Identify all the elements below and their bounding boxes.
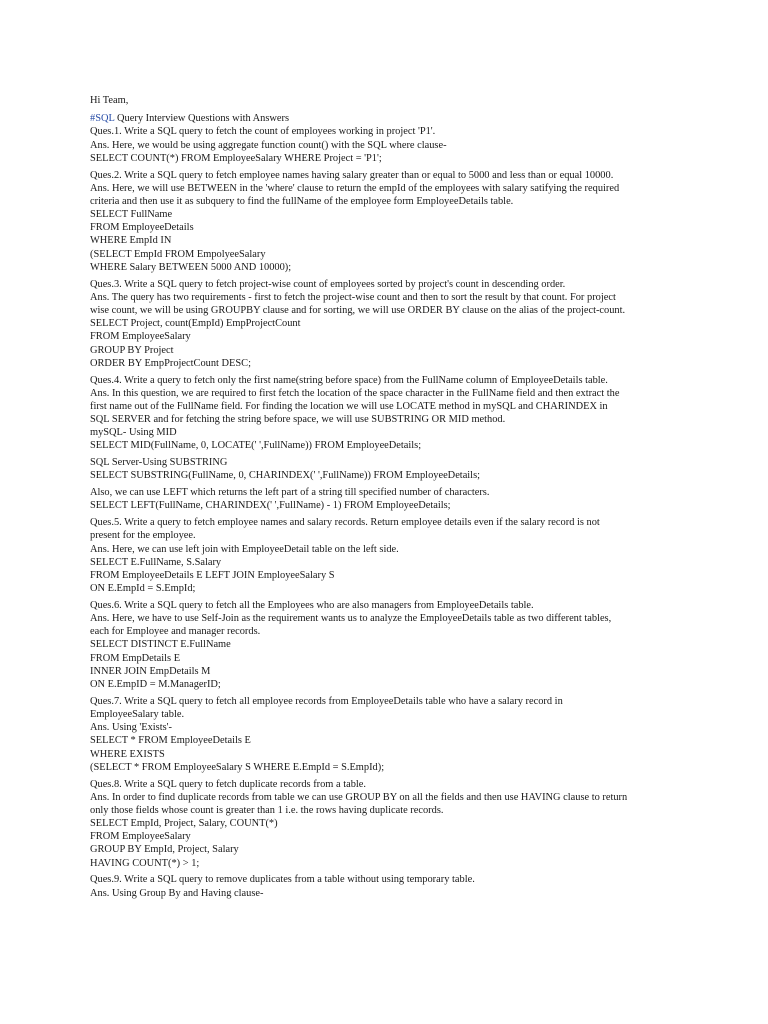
question-block [90,516,690,595]
text-line: FROM EmployeeSalary [90,331,191,343]
question-block [90,169,690,275]
text-line: SELECT EmpId, Project, Salary, COUNT(*) [90,818,278,830]
text-line: SQL SERVER and for fetching the string before space, we will use SUBSTRING OR MID method. [90,414,506,426]
text-line: SELECT FullName [90,209,173,221]
text-line: wise count, we will be using GROUPBY clause and for sorting, we will use ORDER BY clause on the alias of the project-count. [90,305,626,316]
question-block [90,125,690,165]
question-block [90,778,690,870]
text-line: Ans. Using 'Exists'- [90,722,172,734]
text-line: Ans. In this question, we are required to first fetch the location of the space character in the FullName field and then extract the [90,387,620,399]
text-line: Ques.5. Write a query to fetch employee names and salary records. Return employee details even if the salary record is not [90,517,600,529]
text-line: SELECT MID(FullName, 0, LOCATE(' ',FullName)) FROM EmployeeDetails; [90,440,422,452]
text-line: Ques.6. Write a SQL query to fetch all the Employees who are also managers from EmployeeDetails table. [90,599,534,611]
question-block [90,456,690,482]
text-line: Ans. In order to find duplicate records from table we can use GROUP BY on all the fields and then use HAVING clause to return [90,791,628,803]
text-line: Also, we can use LEFT which returns the left part of a string till specified number of characters. [90,487,490,499]
text-line: Ans. Here, we can use left join with EmployeeDetail table on the left side. [90,543,399,555]
sql-hashtag-link[interactable]: #SQL [90,113,115,125]
text-line: criteria and then use it as subquery to find the fullName of the employee form EmployeeDetails table. [90,195,514,207]
question-block [90,599,690,691]
text-line: SQL Server-Using SUBSTRING [90,457,228,469]
question-block [90,873,690,899]
document-page [90,94,690,903]
question-block [90,374,690,453]
text-line: ON E.EmpID = M.ManagerID; [90,679,221,691]
text-line: HAVING COUNT(*) > 1; [90,857,200,869]
text-line: mySQL- Using MID [90,427,177,439]
text-line: Ans. Here, we would be using aggregate function count() with the SQL where clause- [90,139,447,151]
document-title [90,112,690,125]
text-line: FROM EmployeeSalary [90,831,191,843]
text-line: Ans. Here, we have to use Self-Join as the requirement wants us to analyze the EmployeeDetails table as two different tables, [90,613,612,625]
text-line: Ans. Here, we will use BETWEEN in the 'where' clause to return the empId of the employees with salary satifying the required [90,182,620,194]
text-line: only those fields whose count is greater than 1 i.e. the rows having duplicate records. [90,804,444,816]
text-line: Ques.8. Write a SQL query to fetch duplicate records from a table. [90,778,366,790]
text-line: ON E.EmpId = S.EmpId; [90,583,196,595]
text-line: INNER JOIN EmpDetails M [90,665,211,677]
text-line: first name out of the FullName field. For finding the location we will use LOCATE method in mySQL and CHARINDEX in [90,400,608,412]
question-block [90,486,690,512]
text-line: GROUP BY Project [90,344,174,356]
text-line: Ques.7. Write a SQL query to fetch all employee records from EmployeeDetails table who have a salary record in [90,695,563,707]
text-line: SELECT LEFT(FullName, CHARINDEX(' ',FullName) - 1) FROM EmployeeDetails; [90,500,451,512]
text-line: SELECT COUNT(*) FROM EmployeeSalary WHERE Project = 'P1'; [90,152,382,164]
text-line: Ques.1. Write a SQL query to fetch the count of employees working in project 'P1'. [90,126,436,138]
title-text: Query Interview Questions with Answers [114,113,290,125]
text-line: GROUP BY EmpId, Project, Salary [90,844,239,856]
text-line: Ans. Using Group By and Having clause- [90,887,264,899]
text-line: FROM EmpDetails E [90,652,181,664]
text-line: ORDER BY EmpProjectCount DESC; [90,357,251,369]
text-line: SELECT E.FullName, S.Salary [90,556,222,568]
text-line: WHERE EXISTS [90,748,165,760]
text-line: FROM EmployeeDetails [90,222,194,234]
text-line: each for Employee and manager records. [90,626,261,638]
text-line: Ques.4. Write a query to fetch only the first name(string before space) from the FullName column of EmployeeDetails table. [90,374,608,386]
text-line: SELECT SUBSTRING(FullName, 0, CHARINDEX(' ',FullName)) FROM EmployeeDetails; [90,470,481,482]
text-line: WHERE Salary BETWEEN 5000 AND 10000); [90,261,292,273]
question-list [90,125,690,899]
text-line: (SELECT * FROM EmployeeSalary S WHERE E.EmpId = S.EmpId); [90,761,385,773]
text-line: Ans. The query has two requirements - first to fetch the project-wise count and then to sort the result by that count. For project [90,291,616,303]
text-line: FROM EmployeeDetails E LEFT JOIN EmployeeSalary S [90,569,335,581]
question-block [90,695,690,774]
text-line: (SELECT EmpId FROM EmpolyeeSalary [90,248,266,260]
text-line: SELECT * FROM EmployeeDetails E [90,735,251,747]
text-line: EmployeeSalary table. [90,709,185,720]
text-line: SELECT Project, count(EmpId) EmpProjectCount [90,318,301,330]
text-line: WHERE EmpId IN [90,235,172,247]
text-line: SELECT DISTINCT E.FullName [90,639,231,651]
question-block [90,278,690,370]
text-line: Ques.2. Write a SQL query to fetch employee names having salary greater than or equal to 5000 and less than or equal 10000. [90,169,614,181]
text-line: present for the employee. [90,530,196,542]
text-line: Ques.9. Write a SQL query to remove duplicates from a table without using temporary table. [90,874,475,886]
greeting: Hi Team, [90,95,129,106]
text-line: Ques.3. Write a SQL query to fetch project-wise count of employees sorted by project's count in descending order. [90,278,566,290]
